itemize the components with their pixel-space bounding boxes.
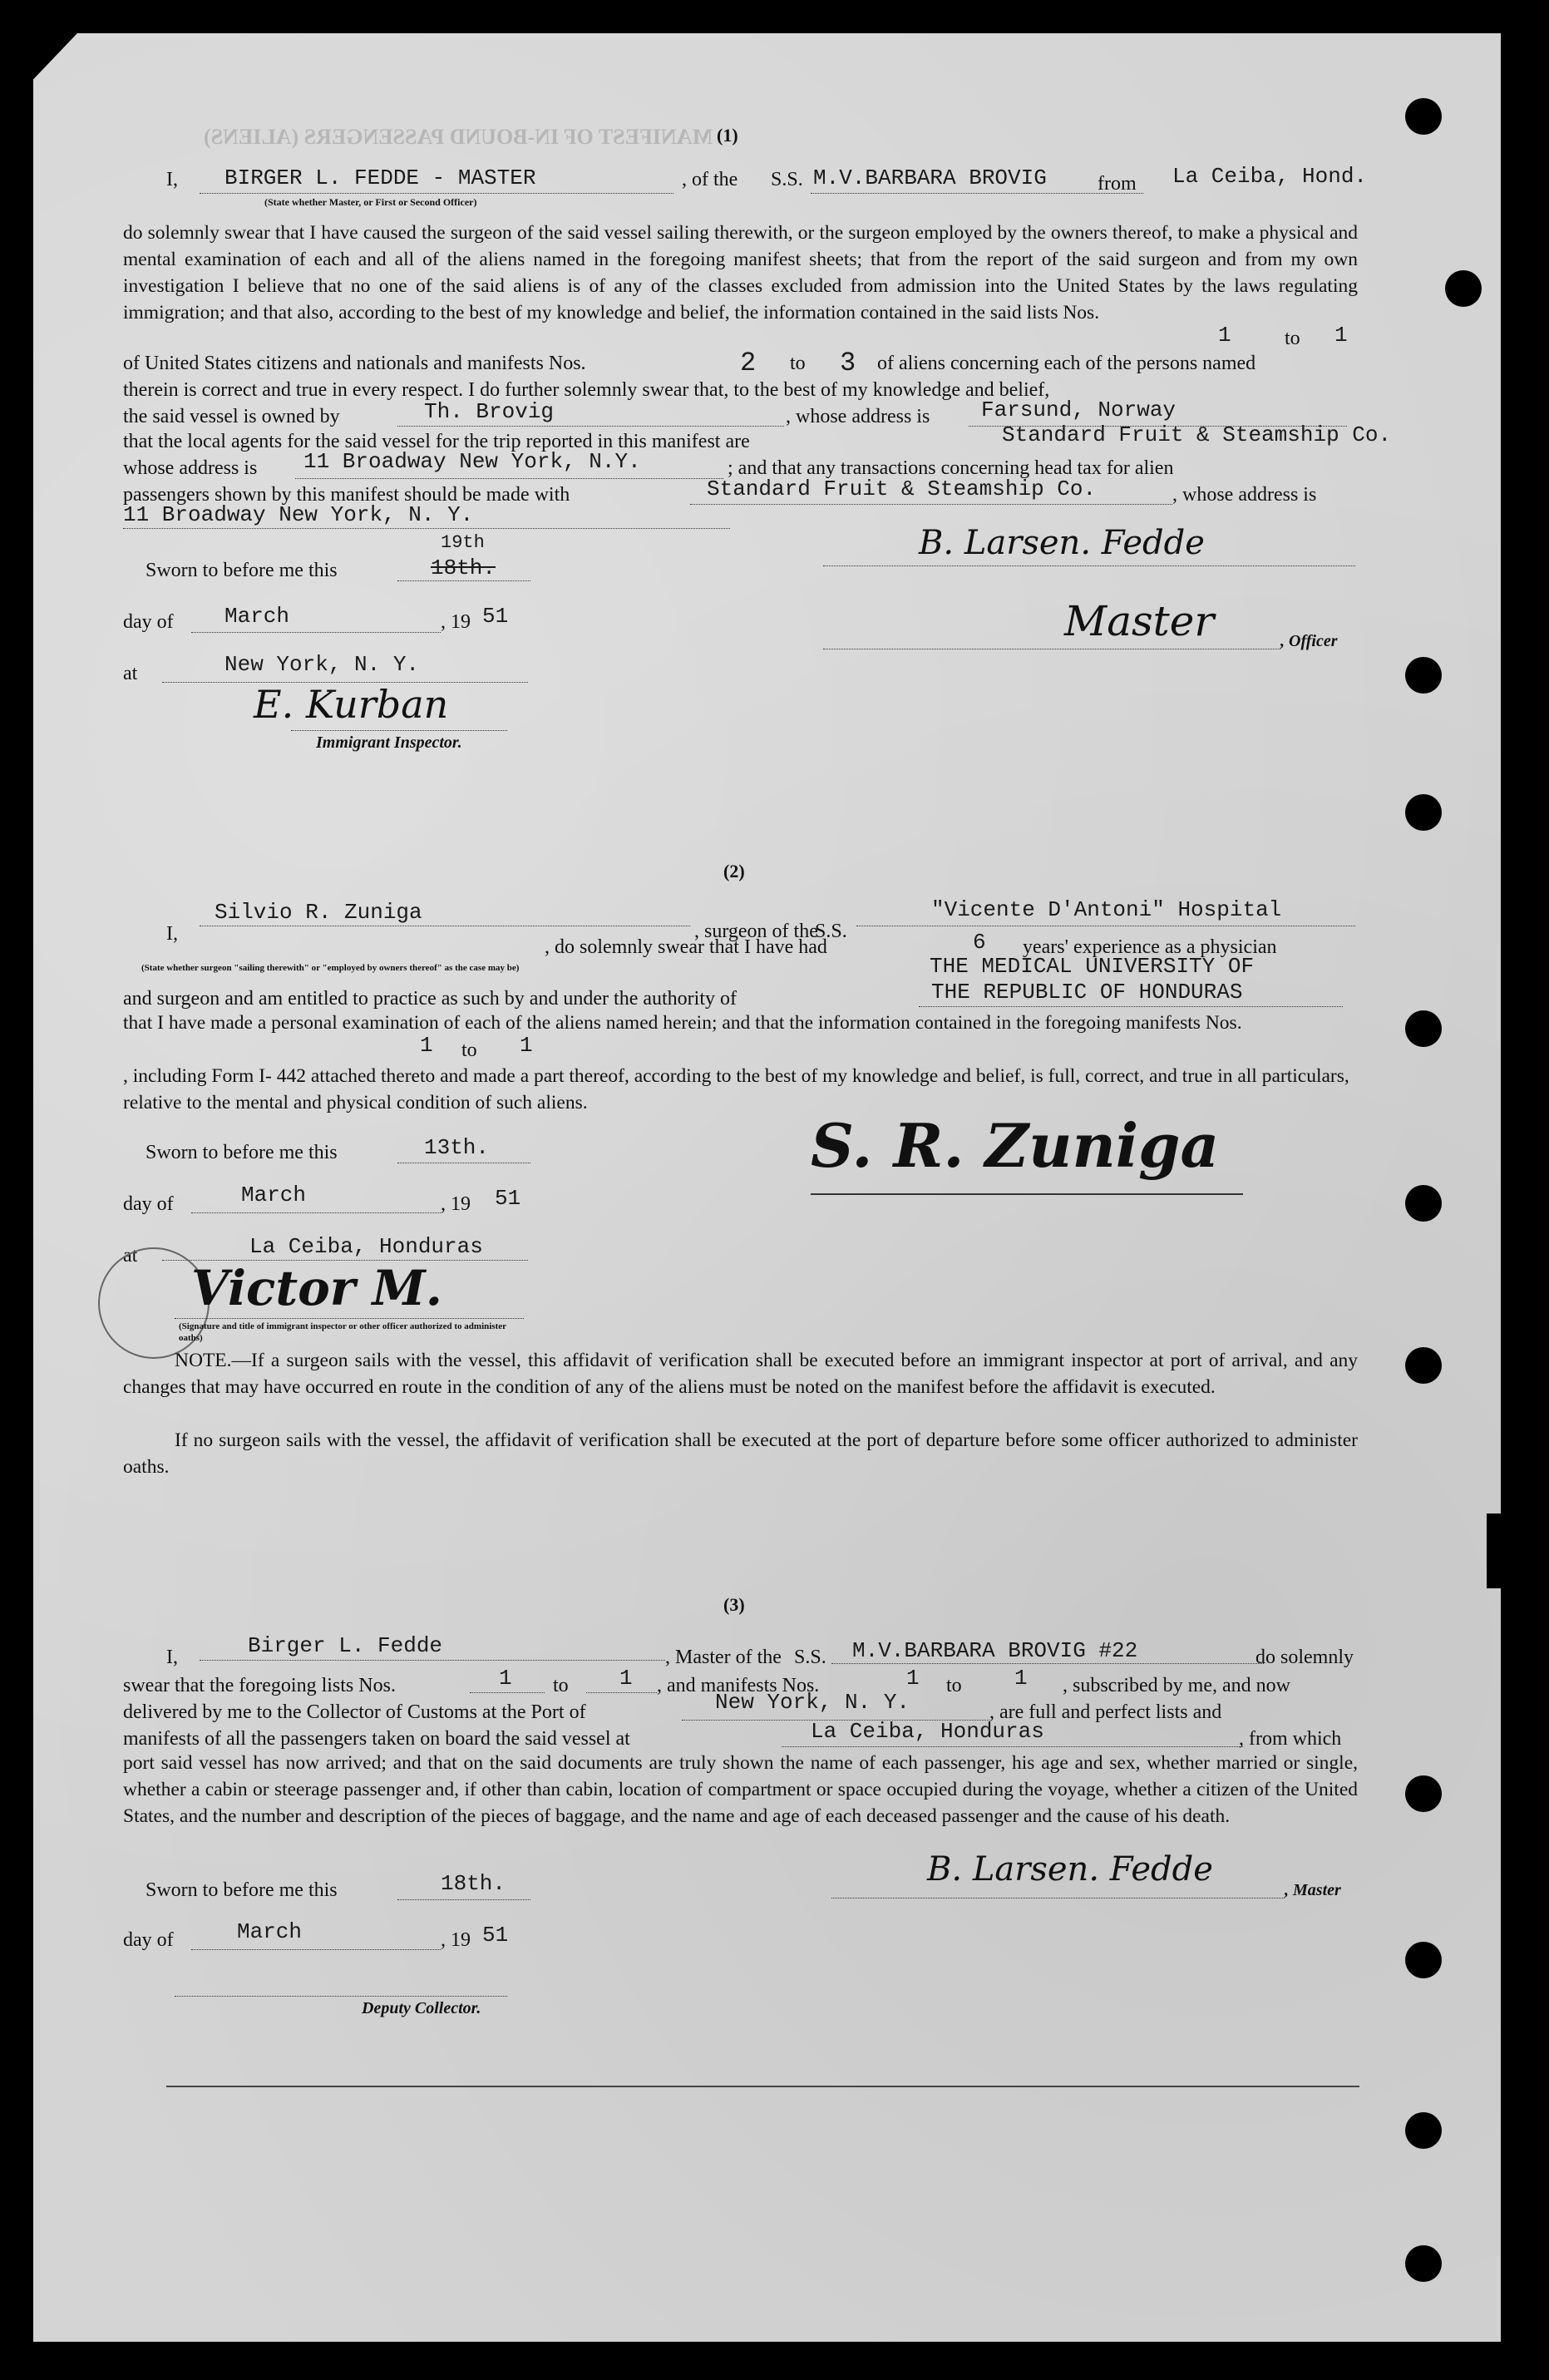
- sec3-master-signature: B. Larsen. Fedde: [927, 1850, 1213, 1889]
- sec1-manifests-to: 3: [840, 348, 856, 378]
- sec1-master-signature: B. Larsen. Fedde: [919, 524, 1205, 562]
- sec3-and-manifests: , and manifests Nos.: [657, 1675, 820, 1696]
- sec2-sworn-day: 13th.: [424, 1135, 490, 1160]
- sec3-to1: to: [553, 1675, 569, 1696]
- sec3-vessel: M.V.BARBARA BROVIG #22: [852, 1638, 1138, 1663]
- sec2-entitled-text: and surgeon and am entitled to practice as such by and under the authority of: [123, 988, 737, 1010]
- sec1-month: March: [224, 604, 290, 629]
- sec1-of-the: , of the: [682, 169, 738, 190]
- sec3-master-of: , Master of the: [665, 1647, 782, 1668]
- sec1-place: New York, N. Y.: [224, 652, 420, 677]
- sec1-agents-addr-label: whose address is: [123, 457, 258, 479]
- sec3-sworn-day: 18th.: [441, 1871, 506, 1896]
- sec2-years: 6: [973, 930, 986, 955]
- sec3-master-name: Birger L. Fedde: [248, 1633, 443, 1658]
- sec1-ss: S.S.: [771, 169, 803, 190]
- sec2-officer-label: (Signature and title of immigrant inspector or other officer authorized to administer oaths): [179, 1321, 506, 1343]
- sec2-year: 51: [495, 1186, 521, 1211]
- sec1-citizens-text: of United States citizens and nationals and manifests Nos.: [123, 353, 586, 374]
- sec3-lists-from: 1: [499, 1666, 512, 1691]
- sec1-inspector-label: Immigrant Inspector.: [316, 733, 462, 752]
- sec2-to: to: [461, 1039, 477, 1061]
- bottom-rule: [166, 2086, 1359, 2087]
- sec2-state-note: (State whether surgeon "sailing therewith" or "employed by owners thereof" as the case may be): [141, 963, 520, 973]
- sec2-years-text: years' experience as a physician: [1023, 936, 1277, 958]
- tab-marker: [1487, 1513, 1505, 1588]
- sec2-authority-2: THE REPUBLIC OF HONDURAS: [931, 980, 1243, 1005]
- sec2-body: that I have made a personal examination of each of the aliens named herein; and that the information contained in the foregoing manifests Nos.: [123, 1012, 1242, 1034]
- sec3-deputy-label: Deputy Collector.: [362, 1999, 481, 2017]
- sec1-tax-agent: Standard Fruit & Steamship Co.: [707, 476, 1097, 501]
- sec2-man-to: 1: [520, 1033, 533, 1058]
- sec1-master-signature-title: Master: [1064, 597, 1215, 645]
- sec3-year: 51: [482, 1923, 509, 1948]
- sec2-at: at: [123, 1245, 138, 1267]
- sec3-man-from: 1: [906, 1666, 920, 1691]
- sec1-from-port: La Ceiba, Hond.: [1172, 164, 1368, 189]
- sec1-i: I,: [166, 169, 178, 190]
- sec1-correct-text: therein is correct and true in every respect. I do further solemnly swear that, to the best of my knowledge and belief,: [123, 379, 1050, 401]
- sec3-port: New York, N. Y.: [715, 1690, 910, 1715]
- sec1-tax-addr-label: , whose address is: [1172, 484, 1317, 506]
- sec3-full-lists: , are full and perfect lists and: [989, 1701, 1222, 1723]
- sec3-subscribed: , subscribed by me, and now: [1063, 1675, 1290, 1696]
- sec1-head-tax-text: ; and that any transactions concerning head tax for alien: [728, 457, 1174, 479]
- sec1-inspector-signature: E. Kurban: [254, 682, 449, 727]
- sec3-from-port: La Ceiba, Honduras: [811, 1719, 1044, 1744]
- sec2-swear-text: , do solemnly swear that I have had: [545, 936, 827, 958]
- sec2-month: March: [241, 1183, 307, 1207]
- sec3-lists-to: 1: [619, 1666, 633, 1691]
- sec2-place: La Ceiba, Honduras: [249, 1234, 483, 1259]
- sec2-hospital: "Vicente D'Antoni" Hospital: [931, 897, 1282, 922]
- sec1-to1: to: [1285, 328, 1300, 349]
- sec3-swear-text: swear that the foregoing lists Nos.: [123, 1675, 396, 1696]
- sec2-surgeon-of: , surgeon of the: [694, 921, 818, 942]
- sec1-year: 51: [482, 604, 509, 629]
- sec3-solemnly: do solemnly: [1255, 1647, 1354, 1668]
- sec3-manifests-text: manifests of all the passengers taken on board the said vessel at: [123, 1728, 630, 1750]
- bleed-through-text: MANIFEST OF IN-BOUND PASSENGERS (ALIENS): [204, 125, 713, 149]
- sec1-agents-text: that the local agents for the said vessel for the trip reported in this manifest are: [123, 431, 750, 452]
- sec1-lists-from: 1: [1218, 323, 1231, 348]
- sec1-sworn-day-struck: 18th.: [431, 555, 496, 580]
- sec1-from: from: [1098, 173, 1137, 195]
- sec1-manifests-from: 2: [740, 348, 757, 378]
- sec1-state-note: (State whether Master, or First or Second Officer): [264, 196, 477, 208]
- sec1-vessel: M.V.BARBARA BROVIG: [813, 165, 1047, 190]
- sec2-sworn-label: Sworn to before me this: [146, 1142, 338, 1163]
- sec3-body: port said vessel has now arrived; and that on the said documents are truly shown the name of each passenger, his age and sex, whether married or single, whether a cabin or steerage passenger and, if other than cabin, location of compartment or space occupied during the voyage, whether a citizen of the United States, and the number and description of the pieces of baggage, and the name and age of each deceased passenger and the cause of his death.: [123, 1752, 1358, 1827]
- sec3-to2: to: [946, 1675, 962, 1696]
- sec2-man-from: 1: [420, 1033, 433, 1058]
- section-1-number: (1): [717, 125, 738, 146]
- sec3-delivered: delivered by me to the Collector of Customs at the Port of: [123, 1701, 586, 1723]
- sec3-month: March: [237, 1919, 303, 1944]
- sec3-i: I,: [166, 1647, 178, 1668]
- sec1-to2: to: [790, 353, 806, 374]
- sec1-owner-addr: Farsund, Norway: [981, 397, 1177, 422]
- sec3-day-of: day of: [123, 1929, 174, 1951]
- section-3-number: (3): [723, 1594, 745, 1615]
- sec2-day-of: day of: [123, 1193, 174, 1215]
- sec1-aliens-text: of aliens concerning each of the persons named: [877, 353, 1256, 374]
- sec3-from-which: , from which: [1239, 1728, 1342, 1750]
- sec1-day-of: day of: [123, 611, 174, 633]
- sec3-ss: S.S.: [794, 1647, 826, 1668]
- sec2-body-2: , including Form I- 442 attached thereto and made a part thereof, according to the best of my knowledge and belief, is full, correct, and true in all particulars, relative to the mental and physical condition of such aliens.: [123, 1065, 1349, 1113]
- sec1-sworn-day: 19th: [441, 532, 485, 553]
- sec2-note-2: If no surgeon sails with the vessel, the affidavit of verification shall be executed at the port of departure before some officer authorized to administer oaths.: [123, 1429, 1358, 1478]
- sec2-officer-signature: Victor M.: [191, 1260, 442, 1316]
- sec1-owner-addr-label: , whose address is: [786, 406, 930, 427]
- sec3-sworn-label: Sworn to before me this: [146, 1879, 338, 1901]
- sec3-man-to: 1: [1014, 1666, 1028, 1691]
- sec2-year-prefix: , 19: [441, 1193, 471, 1215]
- sec1-officer-label: , Officer: [1280, 632, 1338, 650]
- sec2-note: NOTE.—If a surgeon sails with the vessel, this affidavit of verification shall be executed before an immigrant inspector at port of arrival, and any changes that may have occurred en route in the condition of any of the aliens must be noted on the manifest before the affidavit is executed.: [123, 1350, 1358, 1398]
- sec1-owned-text: the said vessel is owned by: [123, 406, 340, 427]
- sec1-owner: Th. Brovig: [424, 399, 555, 424]
- sec1-agents: Standard Fruit & Steamship Co.: [1002, 422, 1392, 447]
- sec3-master-label: , Master: [1285, 1881, 1341, 1899]
- sec1-year-prefix: , 19: [441, 611, 471, 633]
- sec2-surgeon-name: Silvio R. Zuniga: [215, 900, 422, 925]
- sec1-lists-to: 1: [1334, 323, 1348, 348]
- sec1-master-name: BIRGER L. FEDDE - MASTER: [224, 165, 536, 190]
- sec1-passengers-text: passengers shown by this manifest should be made with: [123, 484, 570, 506]
- sec3-year-prefix: , 19: [441, 1929, 471, 1951]
- sec1-at: at: [123, 663, 138, 684]
- sec1-sworn-label: Sworn to before me this: [146, 560, 338, 581]
- section-2-number: (2): [723, 861, 745, 881]
- sec1-agents-addr: 11 Broadway New York, N.Y.: [303, 449, 641, 474]
- sec2-surgeon-signature: S. R. Zuniga: [811, 1110, 1220, 1181]
- sec2-ss: S.S.: [815, 921, 847, 942]
- sec1-body: do solemnly swear that I have caused the surgeon of the said vessel sailing therewith, or the surgeon employed by the owners thereof, to make a physical and mental examination of each and all of the aliens named in the foregoing manifest sheets; that from the report of the said surgeon and from my own investigation I believe that no one of the said aliens is of any of the classes excluded from admission into the United States by the laws regulating immigration; and that also, according to the best of my knowledge and belief, the information contained in the said lists Nos.: [123, 222, 1358, 323]
- sec2-authority-1: THE MEDICAL UNIVERSITY OF: [930, 954, 1255, 979]
- sec2-i: I,: [166, 923, 178, 945]
- sec1-tax-addr: 11 Broadway New York, N. Y.: [123, 502, 474, 527]
